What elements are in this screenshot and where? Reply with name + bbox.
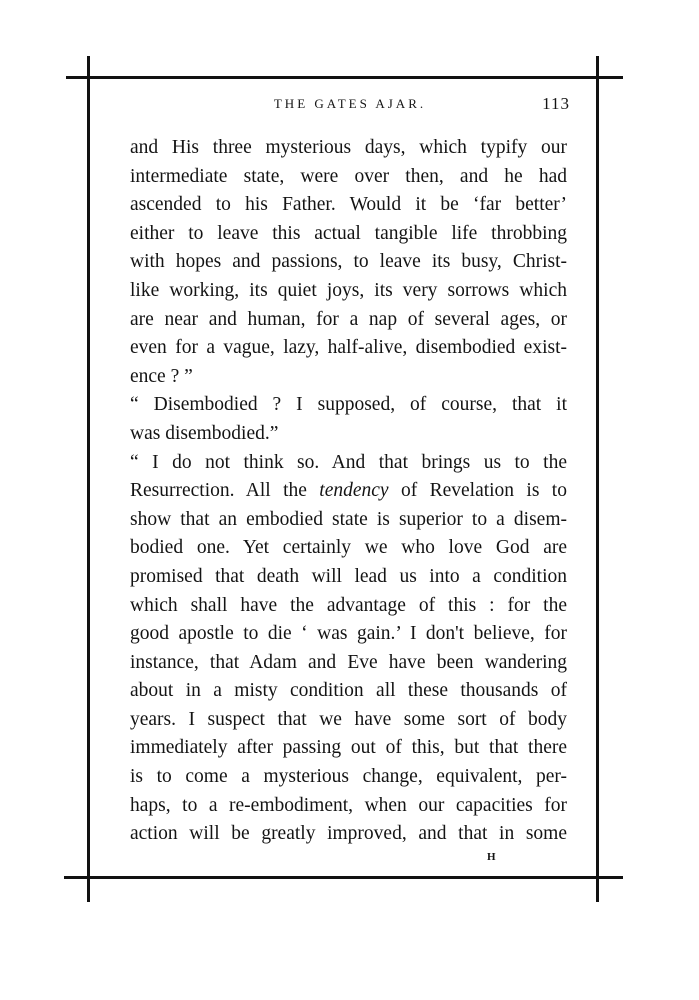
text-line: action will be greatly improved, and that in some [130,823,567,845]
text-line: good apostle to die ‘ was gain.’ I don't believe, for [130,623,567,645]
running-head [130,94,570,114]
text-line: was disembodied.” [130,422,279,444]
text-line: years. I suspect that we have some sort of body [130,708,567,730]
text-line: ence ? ” [130,365,193,387]
emphasized-word: tendency [319,480,389,502]
text-line: intermediate state, were over then, and he had [130,165,567,187]
text-line: with hopes and passions, to leave its busy, Christ- [130,251,567,273]
text-line: promised that death will lead us into a condition [130,565,567,587]
line-text-segment: of Revelation is to [400,480,567,502]
line-text-segment: Resurrection. All the [130,480,307,502]
body-text [130,134,567,849]
running-title: THE GATES AJAR. [273,96,427,111]
text-line: bodied one. Yet certainly we who love God are [130,537,567,559]
text-line: and His three mysterious days, which typify our [130,137,567,158]
text-line: either to leave this actual tangible life throbbing [130,222,567,244]
text-line-with-emphasis [130,477,567,506]
text-line: haps, to a re-embodiment, when our capacities for [130,794,567,816]
text-line: instance, that Adam and Eve have been wandering [130,651,567,673]
right-border-rule [596,56,599,902]
text-line: “ Disembodied ? I supposed, of course, that it [130,394,567,416]
text-line: show that an embodied state is superior to a disem- [130,508,567,530]
left-border-rule [87,56,90,902]
top-border-rule [66,76,623,79]
text-line: ascended to his Father. Would it be ‘far better’ [130,194,567,216]
text-line: “ I do not think so. And that brings us to the [130,451,567,473]
bottom-border-rule [64,876,623,879]
page-number: 113 [542,94,570,113]
text-line: even for a vague, lazy, half-alive, disembodied exist- [130,337,567,359]
text-line: immediately after passing out of this, but that there [130,737,567,759]
text-line: about in a misty condition all these thousands of [130,680,567,702]
text-line: are near and human, for a nap of several ages, or [130,308,567,330]
text-line: is to come a mysterious change, equivalent, per- [130,766,567,788]
text-line: like working, its quiet joys, its very sorrows which [130,279,567,301]
text-line: which shall have the advantage of this : for the [130,594,567,616]
signature-mark: H [487,851,497,863]
